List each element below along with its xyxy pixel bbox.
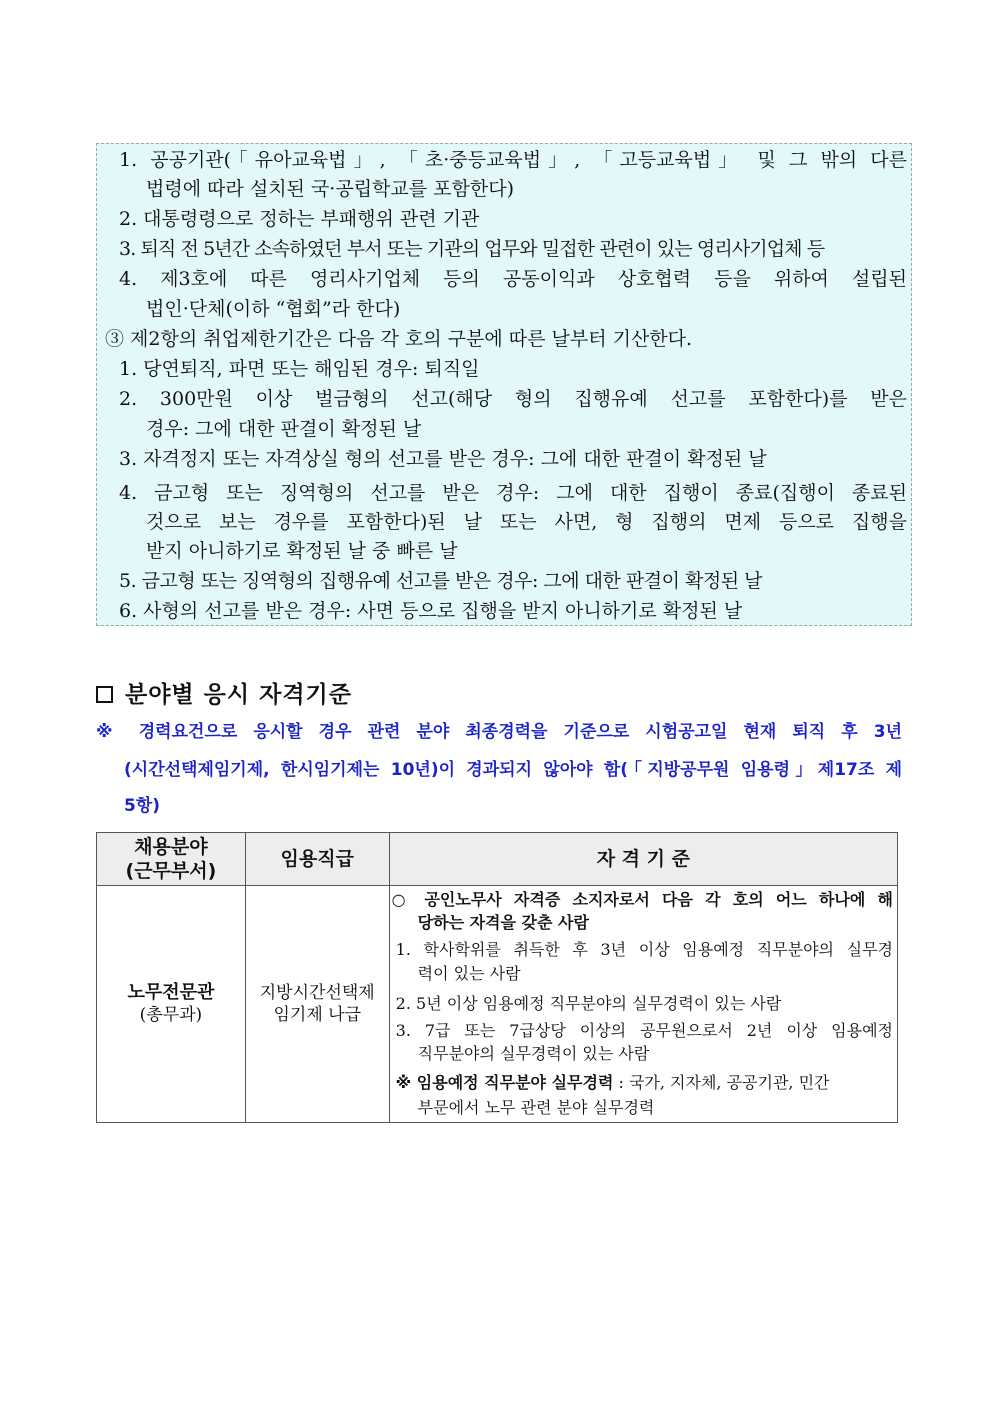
box-line: 것으로 보는 경우를 포함한다)된 날 또는 사면, 형 집행의 면제 등으로 집행을: [146, 511, 907, 533]
grade-cell: [245, 886, 389, 1123]
section-title: [96, 676, 352, 709]
box-line: 법인·단체(이하 “협회”라 한다): [146, 298, 401, 320]
table-row: [97, 886, 898, 1123]
box-line: 3. 퇴직 전 5년간 소속하였던 부서 또는 기관의 업무와 밀접한 관련이 있는 영리사기업체 등: [119, 238, 825, 260]
header-field-line2: (근무부서): [125, 860, 217, 882]
grade-line: 임기제 나급: [273, 1005, 361, 1025]
criteria-note: ※ 임용예정 직무분야 실무경력 : 국가, 지자체, 공공기관, 민간: [395, 1073, 830, 1092]
box-line: 법령에 따라 설치된 국·공립학교를 포함한다): [146, 178, 514, 200]
note-line: (시간선택제임기제, 한시임기제는 10년)이 경과되지 않아야 함(「지방공무원 임용령」제17조 제: [124, 760, 902, 780]
header-field: [97, 833, 246, 886]
criteria-intro: ○ 공인노무사 자격증 소지자로서 다음 각 호의 어느 하나에 해: [391, 890, 893, 909]
criteria-item: 직무분야의 실무경력이 있는 사람: [417, 1044, 650, 1063]
box-line: 6. 사형의 선고를 받은 경우: 사면 등으로 집행을 받지 아니하기로 확정된 날: [119, 600, 743, 622]
field-dept: (총무과): [139, 1005, 203, 1025]
box-line: 1. 당연퇴직, 파면 또는 해임된 경우: 퇴직일: [119, 358, 480, 380]
criteria-note: 부문에서 노무 관련 분야 실무경력: [417, 1098, 655, 1117]
qualification-table: [96, 832, 898, 1123]
criteria-item: 2. 5년 이상 임용예정 직무분야의 실무경력이 있는 사람: [395, 994, 782, 1013]
criteria-item: 3. 7급 또는 7급상당 이상의 공무원으로서 2년 이상 임용예정: [395, 1021, 893, 1040]
box-line: 2. 대통령령으로 정하는 부패행위 관련 기관: [119, 208, 480, 230]
criteria-intro: 당하는 자격을 갖춘 사람: [417, 913, 589, 932]
criteria-cell: [389, 886, 897, 1123]
box-line: 1. 공공기관(「유아교육법」, 「초·중등교육법」, 「고등교육법」 및 그 밖의 다른: [119, 149, 907, 171]
field-name: 노무전문관: [127, 982, 215, 1003]
section-title-text: 분야별 응시 자격기준: [125, 681, 352, 708]
criteria-item: 1. 학사학위를 취득한 후 3년 이상 임용예정 직무분야의 실무경: [395, 940, 893, 959]
legal-text-box: [96, 143, 912, 626]
criteria-item: 력이 있는 사람: [417, 964, 521, 983]
header-field-line1: 채용분야: [134, 836, 208, 858]
note-line: 5항): [124, 796, 161, 816]
box-line: 4. 제3호에 따른 영리사기업체 등의 공동이익과 상호협력 등을 위하여 설립된: [119, 268, 907, 290]
header-grade: 임용직급: [245, 833, 389, 886]
box-line: 받지 아니하기로 확정된 날 중 빠른 날: [146, 540, 458, 562]
field-cell: [97, 886, 246, 1123]
checkbox-square-icon: [96, 686, 113, 703]
header-criteria: 자 격 기 준: [389, 833, 897, 886]
box-line: 4. 금고형 또는 징역형의 선고를 받은 경우: 그에 대한 집행이 종료(집행이 종료된: [119, 482, 907, 504]
table-header-row: [97, 833, 898, 886]
box-line: 2. 300만원 이상 벌금형의 선고(해당 형의 집행유예 선고를 포함한다)를 받은: [119, 388, 907, 410]
box-line: 3. 자격정지 또는 자격상실 형의 선고를 받은 경우: 그에 대한 판결이 확정된 날: [119, 448, 767, 470]
note-line: ※ 경력요건으로 응시할 경우 관련 분야 최종경력을 기준으로 시험공고일 현재 퇴직 후 3년: [96, 722, 902, 742]
grade-line: 지방시간선택제: [259, 983, 375, 1003]
box-line: ③ 제2항의 취업제한기간은 다음 각 호의 구분에 따른 날부터 기산한다.: [105, 328, 693, 350]
box-line: 5. 금고형 또는 징역형의 집행유예 선고를 받은 경우: 그에 대한 판결이 확정된 날: [119, 570, 762, 592]
box-line: 경우: 그에 대한 판결이 확정된 날: [146, 418, 422, 440]
